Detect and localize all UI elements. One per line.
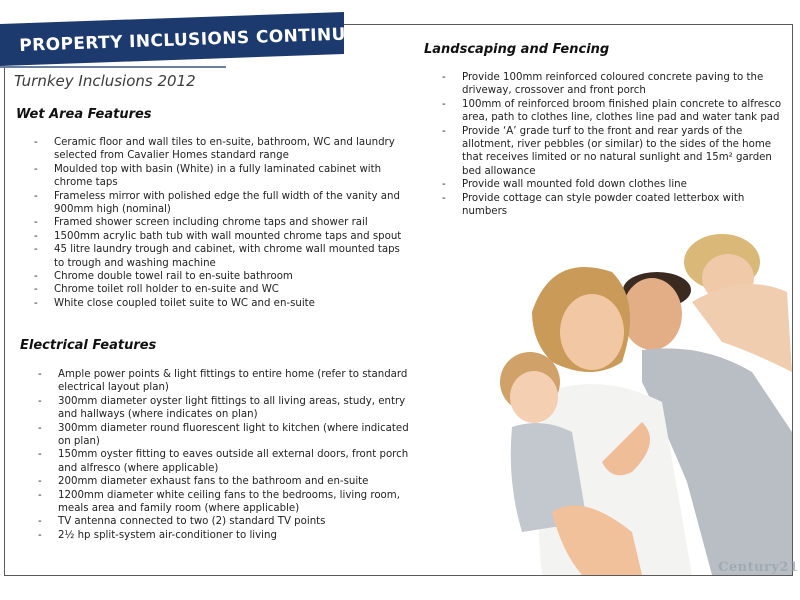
list-item: - TV antenna connected to two (2) standard TV points xyxy=(38,515,410,528)
family-photo xyxy=(492,232,792,575)
list-item: - 45 litre laundry trough and cabinet, with chrome wall mounted taps to trough and washing machine xyxy=(34,243,410,270)
list-item: - Chrome double towel rail to en-suite bathroom xyxy=(34,270,410,283)
list-item: - 300mm diameter oyster light fittings to all living areas, study, entry and hallways (where indicates on plan) xyxy=(38,395,410,422)
wet-area-heading: Wet Area Features xyxy=(16,107,152,122)
list-item: - Provide 100mm reinforced coloured concrete paving to the driveway, crossover and front porch xyxy=(442,71,790,98)
list-item: - Frameless mirror with polished edge the full width of the vanity and 900mm high (nominal) xyxy=(34,190,410,217)
banner-underline xyxy=(0,66,226,68)
list-item: - Provide ‘A’ grade turf to the front and rear yards of the allotment, river pebbles (or similar) to the sides of the home that receives limited or no natural sunlight and 15m² garden bed allowance xyxy=(442,125,790,179)
landscaping-list xyxy=(442,71,790,218)
list-item: - 150mm oyster fitting to eaves outside all external doors, front porch and alfresco (where applicable) xyxy=(38,448,410,475)
list-item: - 200mm diameter exhaust fans to the bathroom and en-suite xyxy=(38,475,410,488)
subtitle: Turnkey Inclusions 2012 xyxy=(14,72,196,90)
list-item: - 2½ hp split-system air-conditioner to living xyxy=(38,529,410,542)
electrical-heading: Electrical Features xyxy=(20,338,157,353)
list-item: - White close coupled toilet suite to WC and en-suite xyxy=(34,297,410,310)
electrical-list xyxy=(38,368,410,542)
banner-title: PROPERTY INCLUSIONS CONTINUED xyxy=(19,23,373,56)
list-item: - Framed shower screen including chrome taps and shower rail xyxy=(34,216,410,229)
list-item: - Provide cottage can style powder coated letterbox with numbers xyxy=(442,192,790,219)
list-item: - Moulded top with basin (White) in a fully laminated cabinet with chrome taps xyxy=(34,163,410,190)
list-item: - Ample power points & light fittings to entire home (refer to standard electrical layout plan) xyxy=(38,368,410,395)
century21-watermark-logo: Century21 xyxy=(718,560,799,575)
list-item: - Ceramic floor and wall tiles to en-suite, bathroom, WC and laundry selected from Cavalier Homes standard range xyxy=(34,136,410,163)
wet-area-list xyxy=(34,136,410,310)
list-item: - 1200mm diameter white ceiling fans to the bedrooms, living room, meals area and family room (where applicable) xyxy=(38,489,410,516)
list-item: - 300mm diameter round fluorescent light to kitchen (where indicated on plan) xyxy=(38,422,410,449)
list-item: - 100mm of reinforced broom finished plain concrete to alfresco area, path to clothes line, clothes line pad and water tank pad xyxy=(442,98,790,125)
list-item: - 1500mm acrylic bath tub with wall mounted chrome taps and spout xyxy=(34,230,410,243)
list-item: - Provide wall mounted fold down clothes line xyxy=(442,178,790,191)
landscaping-heading: Landscaping and Fencing xyxy=(424,42,610,57)
list-item: - Chrome toilet roll holder to en-suite and WC xyxy=(34,283,410,296)
